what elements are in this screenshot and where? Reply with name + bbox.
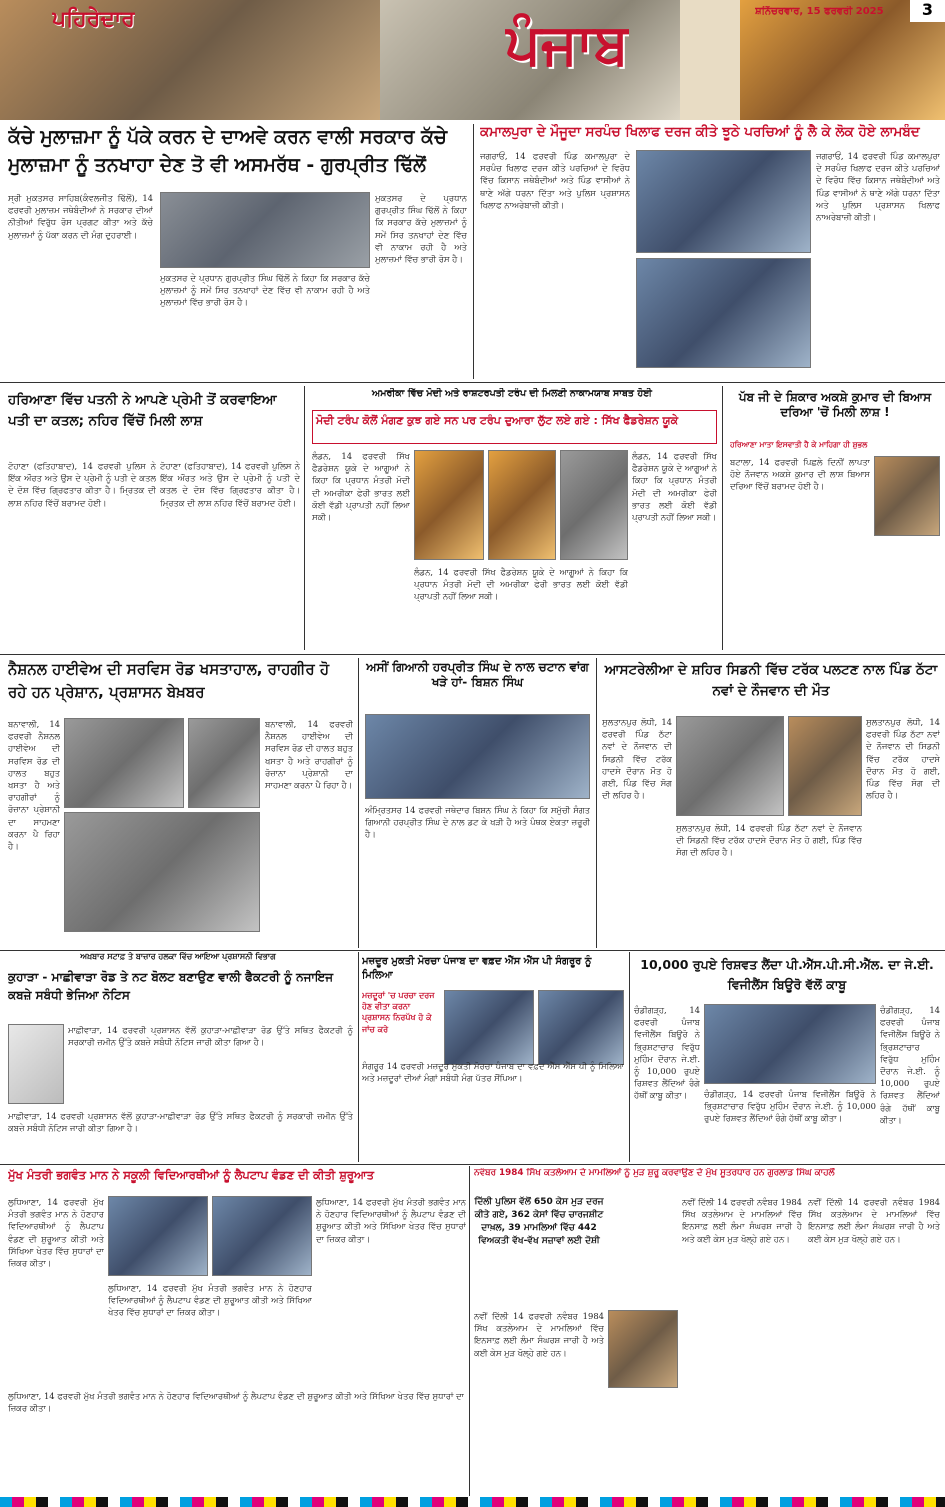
story7-headline: ਅਸੀਂ ਗਿਆਨੀ ਹਰਪ੍ਰੀਤ ਸਿੰਘ ਦੇ ਨਾਲ ਚਟਾਨ ਵਾਂਗ ਖੜੇ ਹਾਂ- ਬਿਸ਼ਨ ਸਿੰਘ — [366, 660, 589, 689]
story10-photo-1 — [444, 990, 534, 1065]
story7-photo — [365, 714, 590, 799]
registration-bar — [0, 1497, 945, 1507]
story8-photo-2 — [788, 716, 862, 816]
story5-body: ਬਟਾਲਾ, 14 ਫਰਵਰੀ ਪਿਛਲੇ ਦਿਨੀਂ ਲਾਪਤਾ ਹੋਏ ਨੌਜਵਾਨ ਅਕਸ਼ੇ ਕੁਮਾਰ ਦੀ ਲਾਸ਼ ਬਿਆਸ ਦਰਿਆ ਵਿੱਚੋਂ ਬਰਾਮਦ ਹੋਈ ਹੈ। — [730, 457, 870, 492]
column-divider — [358, 952, 359, 1162]
story1-body-a: ਸ੍ਰੀ ਮੁਕਤਸਰ ਸਾਹਿਬ(ਕੰਵਲਜੀਤ ਢਿੱਲੋਂ), 14 ਫਰਵਰੀ ਮੁਲਾਜ਼ਮ ਜਥੇਬੰਦੀਆਂ ਨੇ ਸਰਕਾਰ ਦੀਆਂ ਨੀਤੀਆਂ ਵਿਰੁੱਧ ਰੋਸ ਪ੍ਰਗਟ ਕੀਤਾ ਅਤੇ ਕੱਚੇ ਮੁਲਾਜ਼ਮਾਂ ਨੂੰ ਪੱਕਾ ਕਰਨ ਦੀ ਮੰਗ ਦੁਹਰਾਈ। — [8, 193, 153, 240]
story4-photo-2 — [488, 450, 556, 560]
story11-photo — [704, 1004, 876, 1084]
story4-body-left: ਲੰਡਨ, 14 ਫਰਵਰੀ ਸਿੱਖ ਫੈਡਰੇਸ਼ਨ ਯੂਕੇ ਦੇ ਆਗੂਆਂ ਨੇ ਕਿਹਾ ਕਿ ਪ੍ਰਧਾਨ ਮੰਤਰੀ ਮੋਦੀ ਦੀ ਅਮਰੀਕਾ ਫੇਰੀ ਭਾਰਤ ਲਈ ਕੋਈ ਵੱਡੀ ਪ੍ਰਾਪਤੀ ਨਹੀਂ ਲਿਆ ਸਕੀ। — [312, 451, 410, 522]
story1-body-c: ਮੁਕਤਸਰ ਦੇ ਪ੍ਰਧਾਨ ਗੁਰਪ੍ਰੀਤ ਸਿੰਘ ਢਿੱਲੋਂ ਨੇ ਕਿਹਾ ਕਿ ਸਰਕਾਰ ਕੱਚੇ ਮੁਲਾਜ਼ਮਾਂ ਨੂੰ ਸਮੇਂ ਸਿਰ ਤਨਖਾਹਾਂ ਦੇਣ ਵਿੱਚ ਵੀ ਨਾਕਾਮ ਰਹੀ ਹੈ ਅਤੇ ਮੁਲਾਜ਼ਮਾਂ ਵਿੱਚ ਭਾਰੀ ਰੋਸ ਹੈ। — [160, 273, 370, 308]
story6-photo-2 — [188, 718, 260, 808]
story9-photo — [8, 1024, 64, 1104]
story5-photo — [874, 456, 940, 536]
story5-byline: ਹਰਿਆਣਾ ਮਾਤਾ ਇਸਵਾਤੀ ਹੈ ਕੇ ਮਾਹਿਗਾ ਹੀ ਸ਼ੁਭਲ — [730, 440, 868, 449]
column-divider — [473, 124, 474, 379]
story4-kicker: ਅਮਰੀਕਾ ਵਿੱਚ ਮੋਦੀ ਅਤੇ ਰਾਸ਼ਟਰਪਤੀ ਟਰੰਪ ਦੀ ਮਿਲਣੀ ਨਾਕਾਮਯਾਬ ਸਾਬਤ ਹੋਈ — [372, 388, 652, 399]
story12-body: ਲੁਧਿਆਣਾ, 14 ਫਰਵਰੀ ਮੁੱਖ ਮੰਤਰੀ ਭਗਵੰਤ ਮਾਨ ਨੇ ਹੋਣਹਾਰ ਵਿਦਿਆਰਥੀਆਂ ਨੂੰ ਲੈਪਟਾਪ ਵੰਡਣ ਦੀ ਸ਼ੁਰੂਆਤ ਕੀਤੀ ਅਤੇ ਸਿੱਖਿਆ ਖੇਤਰ ਵਿੱਚ ਸੁਧਾਰਾਂ ਦਾ ਜ਼ਿਕਰ ਕੀਤਾ। — [8, 1197, 104, 1268]
story4-body-right: ਲੰਡਨ, 14 ਫਰਵਰੀ ਸਿੱਖ ਫੈਡਰੇਸ਼ਨ ਯੂਕੇ ਦੇ ਆਗੂਆਂ ਨੇ ਕਿਹਾ ਕਿ ਪ੍ਰਧਾਨ ਮੰਤਰੀ ਮੋਦੀ ਦੀ ਅਮਰੀਕਾ ਫੇਰੀ ਭਾਰਤ ਲਈ ਕੋਈ ਵੱਡੀ ਪ੍ਰਾਪਤੀ ਨਹੀਂ ਲਿਆ ਸਕੀ। — [632, 451, 717, 522]
story2-body: ਜਗਰਾਓਂ, 14 ਫਰਵਰੀ ਪਿੰਡ ਕਮਾਲਪੁਰਾ ਦੇ ਸਰਪੰਚ ਖਿਲਾਫ ਦਰਜ ਕੀਤੇ ਪਰਚਿਆਂ ਦੇ ਵਿਰੋਧ ਵਿੱਚ ਕਿਸਾਨ ਜਥੇਬੰਦੀਆਂ ਅਤੇ ਪਿੰਡ ਵਾਸੀਆਂ ਨੇ ਥਾਣੇ ਅੱਗੇ ਧਰਨਾ ਦਿੱਤਾ ਅਤੇ ਪੁਲਿਸ ਪ੍ਰਸ਼ਾਸਨ ਖਿਲਾਫ ਨਾਅਰੇਬਾਜ਼ੀ ਕੀਤੀ। — [480, 151, 630, 210]
story3-body: ਟੋਹਾਣਾ (ਫਤਿਹਾਬਾਦ), 14 ਫਰਵਰੀ ਪੁਲਿਸ ਨੇ ਇੱਕ ਔਰਤ ਅਤੇ ਉਸ ਦੇ ਪ੍ਰੇਮੀ ਨੂੰ ਪਤੀ ਦੇ ਕਤਲ ਦੇ ਦੋਸ਼ ਵਿੱਚ ਗ੍ਰਿਫਤਾਰ ਕੀਤਾ ਹੈ। ਮ੍ਰਿਤਕ ਦੀ ਲਾਸ਼ ਨਹਿਰ ਵਿੱਚੋਂ ਬਰਾਮਦ ਹੋਈ। — [8, 461, 156, 508]
story11-headline: 10,000 ਰੁਪਏ ਰਿਸ਼ਵਤ ਲੈਂਦਾ ਪੀ.ਐੱਸ.ਪੀ.ਸੀ.ਐੱਲ. ਦਾ ਜੇ.ਈ. ਵਿਜੀਲੈਂਸ ਬਿਊਰੋ ਵੱਲੋਂ ਕਾਬੂ — [640, 957, 934, 992]
section-left-label: ਪਹਿਰੇਦਾਰ — [52, 7, 135, 32]
story10-body: ਸੰਗਰੂਰ 14 ਫਰਵਰੀ ਮਜ਼ਦੂਰ ਮੁਕਤੀ ਮੋਰਚਾ ਪੰਜਾਬ ਦਾ ਵਫ਼ਦ ਐੱਸ ਐੱਸ ਪੀ ਨੂੰ ਮਿਲਿਆ ਅਤੇ ਮਜ਼ਦੂਰਾਂ ਦੀਆਂ ਮੰਗਾਂ ਸਬੰਧੀ ਮੰਗ ਪੱਤਰ ਸੌਂਪਿਆ। — [362, 1061, 624, 1084]
story8-headline: ਆਸਟਰੇਲੀਆ ਦੇ ਸ਼ਹਿਰ ਸਿਡਨੀ ਵਿੱਚ ਟਰੱਕ ਪਲਟਣ ਨਾਲ ਪਿੰਡ ਠੱਟਾ ਨਵਾਂ ਦੇ ਨੌਜਵਾਨ ਦੀ ਮੌਤ — [604, 662, 938, 699]
story9-body-2: ਮਾਛੀਵਾੜਾ, 14 ਫਰਵਰੀ ਪ੍ਰਸ਼ਾਸਨ ਵੱਲੋਂ ਕੁਹਾੜਾ-ਮਾਛੀਵਾੜਾ ਰੋਡ ਉੱਤੇ ਸਥਿਤ ਫੈਕਟਰੀ ਨੂੰ ਸਰਕਾਰੀ ਜ਼ਮੀਨ ਉੱਤੇ ਕਬਜ਼ੇ ਸਬੰਧੀ ਨੋਟਿਸ ਜਾਰੀ ਕੀਤਾ ਗਿਆ ਹੈ। — [8, 1111, 353, 1134]
story2-photo-1 — [636, 150, 811, 253]
story8-body-right: ਸੁਲਤਾਨਪੁਰ ਲੋਧੀ, 14 ਫਰਵਰੀ ਪਿੰਡ ਠੱਟਾ ਨਵਾਂ ਦੇ ਨੌਜਵਾਨ ਦੀ ਸਿਡਨੀ ਵਿੱਚ ਟਰੱਕ ਹਾਦਸੇ ਦੌਰਾਨ ਮੌਤ ਹੋ ਗਈ, ਪਿੰਡ ਵਿੱਚ ਸੋਗ ਦੀ ਲਹਿਰ ਹੈ। — [866, 717, 940, 801]
column-divider — [629, 952, 630, 1162]
story12-photo-2 — [212, 1196, 312, 1276]
story6-body-right: ਬਨਾਵਾਲੀ, 14 ਫਰਵਰੀ ਨੈਸ਼ਨਲ ਹਾਈਵੇਅ ਦੀ ਸਰਵਿਸ ਰੋਡ ਦੀ ਹਾਲਤ ਬਹੁਤ ਖਸਤਾ ਹੈ ਅਤੇ ਰਾਹਗੀਰਾਂ ਨੂੰ ਰੋਜ਼ਾਨਾ ਪ੍ਰੇਸ਼ਾਨੀ ਦਾ ਸਾਹਮਣਾ ਕਰਨਾ ਪੈ ਰਿਹਾ ਹੈ। — [265, 719, 353, 790]
story12-body-right: ਲੁਧਿਆਣਾ, 14 ਫਰਵਰੀ ਮੁੱਖ ਮੰਤਰੀ ਭਗਵੰਤ ਮਾਨ ਨੇ ਹੋਣਹਾਰ ਵਿਦਿਆਰਥੀਆਂ ਨੂੰ ਲੈਪਟਾਪ ਵੰਡਣ ਦੀ ਸ਼ੁਰੂਆਤ ਕੀਤੀ ਅਤੇ ਸਿੱਖਿਆ ਖੇਤਰ ਵਿੱਚ ਸੁਧਾਰਾਂ ਦਾ ਜ਼ਿਕਰ ਕੀਤਾ। — [316, 1197, 466, 1244]
column-divider — [596, 658, 597, 948]
story1-photo — [160, 192, 370, 268]
story1-headline: ਕੱਚੇ ਮੁਲਾਜ਼ਮਾ ਨੂੰ ਪੱਕੇ ਕਰਨ ਦੇ ਦਾਅਵੇ ਕਰਨ ਵਾਲੀ ਸਰਕਾਰ ਕੱਚੇ ਮੁਲਾਜ਼ਮਾ ਨੂੰ ਤਨਖਾਹਾ ਦੇਣ ਤੋ ਵੀ ਅਸਮਰੱਥ - ਗੁਰਪ੍ਰੀਤ ਢਿੱਲੋਂ — [8, 126, 447, 176]
story7-body: ਅੰਮ੍ਰਿਤਸਰ 14 ਫਰਵਰੀ ਜਥੇਦਾਰ ਬਿਸ਼ਨ ਸਿੰਘ ਨੇ ਕਿਹਾ ਕਿ ਸਮੁੱਚੀ ਸੰਗਤ ਗਿਆਨੀ ਹਰਪ੍ਰੀਤ ਸਿੰਘ ਦੇ ਨਾਲ ਡਟ ਕੇ ਖੜੀ ਹੈ ਅਤੇ ਪੰਥਕ ਏਕਤਾ ਜ਼ਰੂਰੀ ਹੈ। — [365, 805, 590, 840]
story10-headline: ਮਜ਼ਦੂਰ ਮੁਕਤੀ ਮੋਰਚਾ ਪੰਜਾਬ ਦਾ ਵਫ਼ਦ ਐੱਸ ਐੱਸ ਪੀ ਸੰਗਰੂਰ ਨੂੰ ਮਿਲਿਆ — [362, 956, 592, 981]
story10-photo-2 — [538, 990, 624, 1065]
horizontal-rule — [0, 1164, 945, 1165]
story13-body-2: ਨਵੀਂ ਦਿੱਲੀ 14 ਫਰਵਰੀ ਨਵੰਬਰ 1984 ਸਿੱਖ ਕਤਲੇਆਮ ਦੇ ਮਾਮਲਿਆਂ ਵਿੱਚ ਇਨਸਾਫ਼ ਲਈ ਲੰਮਾ ਸੰਘਰਸ਼ ਜਾਰੀ ਹੈ ਅਤੇ ਕਈ ਕੇਸ ਮੁੜ ਖੋਲ੍ਹੇ ਗਏ ਹਨ। — [682, 1197, 802, 1244]
story3-body-2: ਟੋਹਾਣਾ (ਫਤਿਹਾਬਾਦ), 14 ਫਰਵਰੀ ਪੁਲਿਸ ਨੇ ਇੱਕ ਔਰਤ ਅਤੇ ਉਸ ਦੇ ਪ੍ਰੇਮੀ ਨੂੰ ਪਤੀ ਦੇ ਕਤਲ ਦੇ ਦੋਸ਼ ਵਿੱਚ ਗ੍ਰਿਫਤਾਰ ਕੀਤਾ ਹੈ। ਮ੍ਰਿਤਕ ਦੀ ਲਾਸ਼ ਨਹਿਰ ਵਿੱਚੋਂ ਬਰਾਮਦ ਹੋਈ। — [160, 461, 300, 508]
story11-body-bottom: ਚੰਡੀਗੜ੍ਹ, 14 ਫਰਵਰੀ ਪੰਜਾਬ ਵਿਜੀਲੈਂਸ ਬਿਊਰੋ ਨੇ ਭ੍ਰਿਸ਼ਟਾਚਾਰ ਵਿਰੁੱਧ ਮੁਹਿੰਮ ਦੌਰਾਨ ਜੇ.ਈ. ਨੂੰ 10,000 ਰੁਪਏ ਰਿਸ਼ਵਤ ਲੈਂਦਿਆਂ ਰੰਗੇ ਹੱਥੀਂ ਕਾਬੂ ਕੀਤਾ। — [704, 1089, 876, 1124]
story6-photo-1 — [64, 718, 184, 808]
column-divider — [722, 386, 723, 650]
story12-headline: ਮੁੱਖ ਮੰਤਰੀ ਭਗਵੰਤ ਮਾਨ ਨੇ ਸਕੂਲੀ ਵਿਦਿਆਰਥੀਆਂ ਨੂੰ ਲੈਪਟਾਪ ਵੰਡਣ ਦੀ ਕੀਤੀ ਸ਼ੁਰੂਆਤ — [8, 1168, 374, 1182]
story10-pull-quote: ਮਜ਼ਦੂਰਾਂ 'ਚ ਪਰਚਾ ਦਰਜ ਹੋਣ ਵੀਤਾ ਕਰਨਾ ਪ੍ਰਸ਼ਾਸਨ ਨਿਰਪੱਖ ਹੋ ਕੇ ਜਾਂਚ ਕਰੇ — [362, 991, 435, 1034]
story9-headline: ਕੁਹਾੜਾ - ਮਾਛੀਵਾੜਾ ਰੋਡ ਤੇ ਨਟ ਬੋਲਟ ਬਣਾਉਣ ਵਾਲੀ ਫੈਕਟਰੀ ਨੂੰ ਨਜਾਇਜ ਕਬਜ਼ੇ ਸਬੰਧੀ ਭੇਜਿਆ ਨੋਟਿਸ — [8, 970, 334, 1002]
story5-headline: ਪੱਬ ਜੀ ਦੇ ਸ਼ਿਕਾਰ ਅਕਸ਼ੇ ਕੁਮਾਰ ਦੀ ਬਿਆਸ ਦਰਿਆ 'ਚੋਂ ਮਿਲੀ ਲਾਸ਼ ! — [738, 390, 932, 419]
story12-photo-1 — [108, 1196, 208, 1276]
column-divider — [304, 386, 305, 650]
horizontal-rule — [0, 950, 945, 951]
story11-body-right: ਚੰਡੀਗੜ੍ਹ, 14 ਫਰਵਰੀ ਪੰਜਾਬ ਵਿਜੀਲੈਂਸ ਬਿਊਰੋ ਨੇ ਭ੍ਰਿਸ਼ਟਾਚਾਰ ਵਿਰੁੱਧ ਮੁਹਿੰਮ ਦੌਰਾਨ ਜੇ.ਈ. ਨੂੰ 10,000 ਰੁਪਏ ਰਿਸ਼ਵਤ ਲੈਂਦਿਆਂ ਰੰਗੇ ਹੱਥੀਂ ਕਾਬੂ ਕੀਤਾ। — [880, 1005, 940, 1125]
story2-headline: ਕਮਾਲਪੁਰਾ ਦੇ ਮੌਜੂਦਾ ਸਰਪੰਚ ਖਿਲਾਫ ਦਰਜ ਕੀਤੇ ਝੂਠੇ ਪਰਚਿਆਂ ਨੂੰ ਲੈ ਕੇ ਲੋਕ ਹੋਏ ਲਾਮਬੰਦ — [480, 124, 920, 140]
story2-body-right: ਜਗਰਾਓਂ, 14 ਫਰਵਰੀ ਪਿੰਡ ਕਮਾਲਪੁਰਾ ਦੇ ਸਰਪੰਚ ਖਿਲਾਫ ਦਰਜ ਕੀਤੇ ਪਰਚਿਆਂ ਦੇ ਵਿਰੋਧ ਵਿੱਚ ਕਿਸਾਨ ਜਥੇਬੰਦੀਆਂ ਅਤੇ ਪਿੰਡ ਵਾਸੀਆਂ ਨੇ ਥਾਣੇ ਅੱਗੇ ਧਰਨਾ ਦਿੱਤਾ ਅਤੇ ਪੁਲਿਸ ਪ੍ਰਸ਼ਾਸਨ ਖਿਲਾਫ ਨਾਅਰੇਬਾਜ਼ੀ ਕੀਤੀ। — [816, 151, 940, 222]
story12-body-mid: ਲੁਧਿਆਣਾ, 14 ਫਰਵਰੀ ਮੁੱਖ ਮੰਤਰੀ ਭਗਵੰਤ ਮਾਨ ਨੇ ਹੋਣਹਾਰ ਵਿਦਿਆਰਥੀਆਂ ਨੂੰ ਲੈਪਟਾਪ ਵੰਡਣ ਦੀ ਸ਼ੁਰੂਆਤ ਕੀਤੀ ਅਤੇ ਸਿੱਖਿਆ ਖੇਤਰ ਵਿੱਚ ਸੁਧਾਰਾਂ ਦਾ ਜ਼ਿਕਰ ਕੀਤਾ। — [108, 1283, 312, 1318]
section-title: ਪੰਜਾਬ — [505, 12, 629, 77]
story6-body: ਬਨਾਵਾਲੀ, 14 ਫਰਵਰੀ ਨੈਸ਼ਨਲ ਹਾਈਵੇਅ ਦੀ ਸਰਵਿਸ ਰੋਡ ਦੀ ਹਾਲਤ ਬਹੁਤ ਖਸਤਾ ਹੈ ਅਤੇ ਰਾਹਗੀਰਾਂ ਨੂੰ ਰੋਜ਼ਾਨਾ ਪ੍ਰੇਸ਼ਾਨੀ ਦਾ ਸਾਹਮਣਾ ਕਰਨਾ ਪੈ ਰਿਹਾ ਹੈ। — [8, 719, 60, 851]
story6-photo-3 — [64, 812, 260, 932]
story8-photo-1 — [676, 716, 784, 816]
story2-photo-2 — [636, 258, 811, 368]
story6-headline: ਨੈਸ਼ਨਲ ਹਾਈਵੇਅ ਦੀ ਸਰਵਿਸ ਰੋਡ ਖਸਤਾਹਾਲ, ਰਾਹਗੀਰ ਹੋ ਰਹੇ ਹਨ ਪ੍ਰੇਸ਼ਾਨ, ਪ੍ਰਸ਼ਾਸਨ ਬੇਖ਼ਬਰ — [8, 660, 330, 701]
masthead — [0, 0, 945, 120]
page-number: 3 — [910, 0, 945, 22]
column-divider — [469, 1166, 470, 1496]
story13-headline: ਨਵੰਬਰ 1984 ਸਿੱਖ ਕਤਲੇਆਮ ਦੇ ਮਾਮਲਿਆਂ ਨੂੰ ਮੁੜ ਸ਼ੁਰੂ ਕਰਵਾਉਣ ਦੇ ਮੁੱਖ ਸੂਤਰਧਾਰ ਹਨ ਗੁਰਲਾਡ ਸਿੰਘ ਕਾਹਲੋਂ — [474, 1168, 835, 1178]
story4-photo-3 — [560, 450, 628, 560]
story13-subhead: ਦਿੱਲੀ ਪੁਲਿਸ ਵੱਲੋਂ 650 ਕੇਸ ਮੁੜ ਦਰਜ ਕੀਤੇ ਗਏ, 362 ਕੇਸਾਂ ਵਿੱਚ ਚਾਰਜਸ਼ੀਟ ਦਾਖ਼ਲ, 39 ਮਾਮਲਿਆਂ ਵਿੱਚ 442 ਵਿਅਕਤੀ ਵੱਖ-ਵੱਖ ਸਜ਼ਾਵਾਂ ਲਈ ਦੋਸ਼ੀ — [474, 1197, 604, 1247]
story8-body: ਸੁਲਤਾਨਪੁਰ ਲੋਧੀ, 14 ਫਰਵਰੀ ਪਿੰਡ ਠੱਟਾ ਨਵਾਂ ਦੇ ਨੌਜਵਾਨ ਦੀ ਸਿਡਨੀ ਵਿੱਚ ਟਰੱਕ ਹਾਦਸੇ ਦੌਰਾਨ ਮੌਤ ਹੋ ਗਈ, ਪਿੰਡ ਵਿੱਚ ਸੋਗ ਦੀ ਲਹਿਰ ਹੈ। — [602, 717, 672, 801]
story4-photo-1 — [414, 450, 484, 560]
story11-body: ਚੰਡੀਗੜ੍ਹ, 14 ਫਰਵਰੀ ਪੰਜਾਬ ਵਿਜੀਲੈਂਸ ਬਿਊਰੋ ਨੇ ਭ੍ਰਿਸ਼ਟਾਚਾਰ ਵਿਰੁੱਧ ਮੁਹਿੰਮ ਦੌਰਾਨ ਜੇ.ਈ. ਨੂੰ 10,000 ਰੁਪਏ ਰਿਸ਼ਵਤ ਲੈਂਦਿਆਂ ਰੰਗੇ ਹੱਥੀਂ ਕਾਬੂ ਕੀਤਾ। — [634, 1005, 700, 1101]
horizontal-rule — [0, 382, 945, 383]
story13-body: ਨਵੀਂ ਦਿੱਲੀ 14 ਫਰਵਰੀ ਨਵੰਬਰ 1984 ਸਿੱਖ ਕਤਲੇਆਮ ਦੇ ਮਾਮਲਿਆਂ ਵਿੱਚ ਇਨਸਾਫ਼ ਲਈ ਲੰਮਾ ਸੰਘਰਸ਼ ਜਾਰੀ ਹੈ ਅਤੇ ਕਈ ਕੇਸ ਮੁੜ ਖੋਲ੍ਹੇ ਗਏ ਹਨ। — [474, 1311, 604, 1358]
story4-body-bottom: ਲੰਡਨ, 14 ਫਰਵਰੀ ਸਿੱਖ ਫੈਡਰੇਸ਼ਨ ਯੂਕੇ ਦੇ ਆਗੂਆਂ ਨੇ ਕਿਹਾ ਕਿ ਪ੍ਰਧਾਨ ਮੰਤਰੀ ਮੋਦੀ ਦੀ ਅਮਰੀਕਾ ਫੇਰੀ ਭਾਰਤ ਲਈ ਕੋਈ ਵੱਡੀ ਪ੍ਰਾਪਤੀ ਨਹੀਂ ਲਿਆ ਸਕੀ। — [414, 567, 628, 602]
issue-date: ਸ਼ਨਿੱਚਰਵਾਰ, 15 ਫਰਵਰੀ 2025 — [755, 6, 884, 17]
column-divider — [358, 658, 359, 948]
story9-body: ਮਾਛੀਵਾੜਾ, 14 ਫਰਵਰੀ ਪ੍ਰਸ਼ਾਸਨ ਵੱਲੋਂ ਕੁਹਾੜਾ-ਮਾਛੀਵਾੜਾ ਰੋਡ ਉੱਤੇ ਸਥਿਤ ਫੈਕਟਰੀ ਨੂੰ ਸਰਕਾਰੀ ਜ਼ਮੀਨ ਉੱਤੇ ਕਬਜ਼ੇ ਸਬੰਧੀ ਨੋਟਿਸ ਜਾਰੀ ਕੀਤਾ ਗਿਆ ਹੈ। — [68, 1025, 353, 1048]
story3-headline: ਹਰਿਆਣਾ ਵਿੱਚ ਪਤਨੀ ਨੇ ਆਪਣੇ ਪ੍ਰੇਮੀ ਤੋਂ ਕਰਵਾਇਆ ਪਤੀ ਦਾ ਕਤਲ; ਨਹਿਰ ਵਿੱਚੋਂ ਮਿਲੀ ਲਾਸ਼ — [8, 392, 277, 429]
story13-body-3: ਨਵੀਂ ਦਿੱਲੀ 14 ਫਰਵਰੀ ਨਵੰਬਰ 1984 ਸਿੱਖ ਕਤਲੇਆਮ ਦੇ ਮਾਮਲਿਆਂ ਵਿੱਚ ਇਨਸਾਫ਼ ਲਈ ਲੰਮਾ ਸੰਘਰਸ਼ ਜਾਰੀ ਹੈ ਅਤੇ ਕਈ ਕੇਸ ਮੁੜ ਖੋਲ੍ਹੇ ਗਏ ਹਨ। — [808, 1197, 940, 1244]
story9-kicker: ਅਖ਼ਬਾਰ ਸਟਾਫ਼ ਤੇ ਬਾਜ਼ਾਰ ਹਲਕਾ ਵਿੱਚ ਆਇਆ ਪ੍ਰਸ਼ਾਸਨੀ ਵਿਭਾਗ — [80, 952, 276, 961]
story1-body-b: ਮੁਕਤਸਰ ਦੇ ਪ੍ਰਧਾਨ ਗੁਰਪ੍ਰੀਤ ਸਿੰਘ ਢਿੱਲੋਂ ਨੇ ਕਿਹਾ ਕਿ ਸਰਕਾਰ ਕੱਚੇ ਮੁਲਾਜ਼ਮਾਂ ਨੂੰ ਸਮੇਂ ਸਿਰ ਤਨਖਾਹਾਂ ਦੇਣ ਵਿੱਚ ਵੀ ਨਾਕਾਮ ਰਹੀ ਹੈ ਅਤੇ ਮੁਲਾਜ਼ਮਾਂ ਵਿੱਚ ਭਾਰੀ ਰੋਸ ਹੈ। — [375, 193, 467, 264]
story12-body-bottom: ਲੁਧਿਆਣਾ, 14 ਫਰਵਰੀ ਮੁੱਖ ਮੰਤਰੀ ਭਗਵੰਤ ਮਾਨ ਨੇ ਹੋਣਹਾਰ ਵਿਦਿਆਰਥੀਆਂ ਨੂੰ ਲੈਪਟਾਪ ਵੰਡਣ ਦੀ ਸ਼ੁਰੂਆਤ ਕੀਤੀ ਅਤੇ ਸਿੱਖਿਆ ਖੇਤਰ ਵਿੱਚ ਸੁਧਾਰਾਂ ਦਾ ਜ਼ਿਕਰ ਕੀਤਾ। — [8, 1391, 464, 1414]
story8-body-bottom: ਸੁਲਤਾਨਪੁਰ ਲੋਧੀ, 14 ਫਰਵਰੀ ਪਿੰਡ ਠੱਟਾ ਨਵਾਂ ਦੇ ਨੌਜਵਾਨ ਦੀ ਸਿਡਨੀ ਵਿੱਚ ਟਰੱਕ ਹਾਦਸੇ ਦੌਰਾਨ ਮੌਤ ਹੋ ਗਈ, ਪਿੰਡ ਵਿੱਚ ਸੋਗ ਦੀ ਲਹਿਰ ਹੈ। — [676, 823, 862, 858]
horizontal-rule — [0, 654, 945, 655]
story4-headline: ਮੋਦੀ ਟਰੰਪ ਕੋਲੋਂ ਮੰਗਣ ਕੁਝ ਗਏ ਸਨ ਪਰ ਟਰੰਪ ਦੁਆਰਾ ਲੁੱਟ ਲਏ ਗਏ : ਸਿੱਖ ਫੈਡਰੇਸ਼ਨ ਯੂਕੇ — [312, 410, 717, 444]
story13-photo — [608, 1310, 678, 1388]
